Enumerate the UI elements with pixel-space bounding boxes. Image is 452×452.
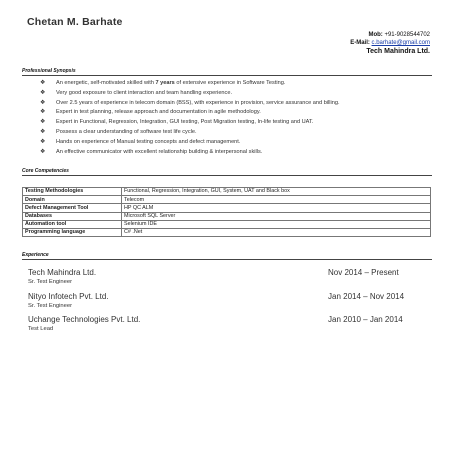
list-item: ❖ An effective communicator with excellent relationship building & interpersonal skills.: [40, 148, 435, 158]
employer-name: Nityo Infotech Pvt. Ltd.: [28, 292, 109, 301]
experience-entry: [28, 268, 418, 286]
list-item: ❖ Hands on experience of Manual testing concepts and defect management.: [40, 138, 435, 148]
diamond-bullet-icon: ❖: [40, 138, 46, 145]
experience-divider: [22, 259, 432, 260]
employment-dates: Jan 2014 – Nov 2014: [328, 292, 405, 301]
email-link[interactable]: c.barhate@gmail.com: [371, 40, 430, 46]
list-item: ❖ An energetic, self-motivated skilled with 7 years of extensive experience in Software Testing.: [40, 79, 435, 89]
synopsis-list: [40, 79, 435, 157]
competency-key: Programming language: [23, 228, 122, 236]
diamond-bullet-icon: ❖: [40, 89, 46, 96]
competency-value: Microsoft SQL Server: [122, 212, 431, 220]
table-row: [23, 212, 431, 220]
current-company: Tech Mahindra Ltd.: [366, 48, 430, 55]
contact-block: [350, 31, 430, 56]
competency-key: Domain: [23, 196, 122, 204]
competency-value: Telecom: [122, 196, 431, 204]
synopsis-divider: [22, 75, 432, 76]
table-row: [23, 220, 431, 228]
job-title: Test Lead: [28, 326, 54, 332]
synopsis-heading: Professional Synopsis: [22, 68, 76, 74]
experience-entry: [28, 292, 418, 310]
diamond-bullet-icon: ❖: [40, 128, 46, 135]
list-item: ❖ Expert in test planning, release approach and documentation in agile methodology.: [40, 108, 435, 118]
email-label: E-Mail:: [350, 40, 370, 46]
competency-key: Defect Management Tool: [23, 204, 122, 212]
job-title: Sr. Test Engineer: [28, 303, 73, 309]
competency-key: Automation tool: [23, 220, 122, 228]
candidate-name: Chetan M. Barhate: [27, 16, 123, 28]
diamond-bullet-icon: ❖: [40, 99, 46, 106]
mobile-label: Mob:: [368, 32, 383, 38]
diamond-bullet-icon: ❖: [40, 80, 46, 86]
job-title: Sr. Test Engineer: [28, 279, 73, 285]
competency-value: Selenium IDE: [122, 220, 431, 228]
list-item: ❖ Possess a clear understanding of software test life cycle.: [40, 128, 435, 138]
diamond-bullet-icon: ❖: [40, 148, 46, 155]
table-row: [23, 196, 431, 204]
table-row: [23, 188, 431, 196]
experience-heading: Experience: [22, 252, 49, 258]
competencies-table: [22, 187, 431, 237]
table-row: [23, 228, 431, 236]
competencies-heading: Core Competencies: [22, 168, 69, 174]
diamond-bullet-icon: ❖: [40, 109, 46, 116]
experience-entry: [28, 315, 418, 333]
competency-key: Testing Methodologies: [23, 188, 122, 196]
competencies-divider: [22, 175, 432, 176]
employer-name: Tech Mahindra Ltd.: [28, 268, 97, 277]
list-item: ❖ Over 2.5 years of experience in telecom domain (BSS), with experience in provision, service assurance and billing.: [40, 99, 435, 109]
employer-name: Uchange Technologies Pvt. Ltd.: [28, 315, 141, 324]
mobile-number: +91-9028544702: [384, 32, 430, 38]
employment-dates: Nov 2014 – Present: [328, 268, 399, 277]
list-item: ❖ Very good exposure to client interaction and team handling experience.: [40, 89, 435, 99]
email-line: [350, 39, 430, 47]
list-item: ❖ Expert in Functional, Regression, Integration, GUI testing, Post Migration testing, In-life testing and UAT.: [40, 118, 435, 128]
diamond-bullet-icon: ❖: [40, 119, 46, 126]
competency-value: HP QC ALM: [122, 204, 431, 212]
competency-key: Databases: [23, 212, 122, 220]
employment-dates: Jan 2010 – Jan 2014: [328, 315, 403, 324]
mobile-line: [350, 31, 430, 39]
table-row: [23, 204, 431, 212]
competency-value: Functional, Regression, Integration, GUI, System, UAT and Black box: [122, 188, 431, 196]
competency-value: C# .Net: [122, 228, 431, 236]
